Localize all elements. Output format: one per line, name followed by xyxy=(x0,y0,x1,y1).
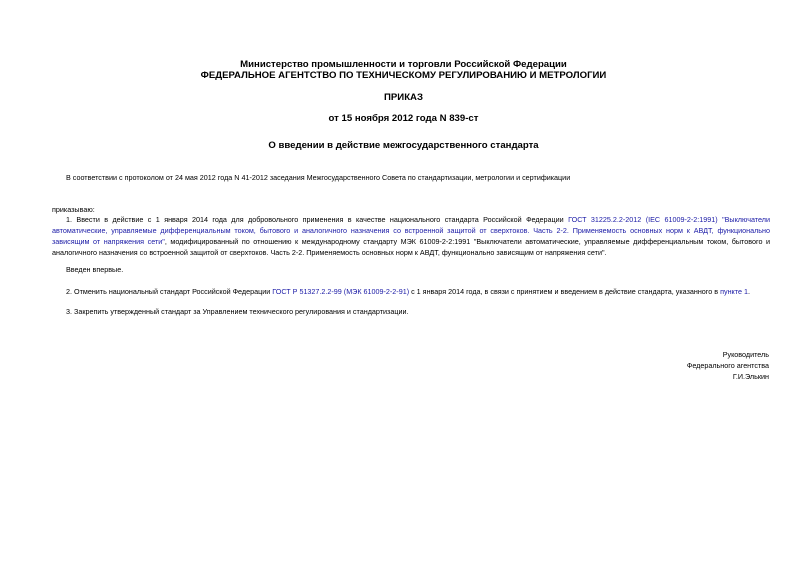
item-1-reference-link[interactable]: пункте 1 xyxy=(720,287,748,296)
basis-paragraph: В соответствии с протоколом от 24 мая 2012 года N 41-2012 заседания Межгосударственного Совета по стандартизации, метрологии и сертификации xyxy=(66,173,571,182)
item-2-prefix: 2. Отменить национальный стандарт Российской Федерации xyxy=(66,287,273,296)
item-1-paragraph xyxy=(52,214,770,258)
ministry-heading: Министерство промышленности и торговли Российской Федерации xyxy=(240,59,567,70)
item-2-paragraph xyxy=(52,286,770,297)
order-word: приказываю: xyxy=(52,205,95,214)
signature-position: Руководитель xyxy=(722,350,769,359)
signature-organization: Федерального агентства xyxy=(686,361,769,370)
order-subject: О введении в действие межгосударственного стандарта xyxy=(268,140,539,151)
order-date: от 15 ноября 2012 года N 839-ст xyxy=(328,113,479,124)
gost-31225-link[interactable]: ГОСТ 31225.2.2-2012 (IEC 61009-2-2:1991) xyxy=(568,215,718,224)
gost-r-51327-link[interactable]: ГОСТ Р 51327.2.2-99 (МЭК 61009-2-2-91) xyxy=(272,287,410,296)
standard-title-link[interactable]: "Выключатели автоматические, управляемые дифференциальным током, бытового и аналогичного назначения со встроенной защитой от сверхтоков. Часть 2-2. Применяемость основных норм к АВДТ, функционально зависящим от напряжения сети" xyxy=(52,215,770,246)
item-2-suffix: . xyxy=(747,287,750,296)
intro-note: Введен впервые. xyxy=(66,265,124,274)
order-title: ПРИКАЗ xyxy=(384,92,423,103)
item-3-paragraph: 3. Закрепить утвержденный стандарт за Управлением технического регулирования и стандартизации. xyxy=(66,307,409,316)
item-2-middle: с 1 января 2014 года, в связи с принятием и введением в действие стандарта, указанного в xyxy=(409,287,721,296)
agency-heading: ФЕДЕРАЛЬНОЕ АГЕНТСТВО ПО ТЕХНИЧЕСКОМУ РЕГУЛИРОВАНИЮ И МЕТРОЛОГИИ xyxy=(200,70,607,81)
item-1-suffix: , модифицированный по отношению к международному стандарту МЭК 61009-2-2:1991 "Выключатели автоматические, управляемые дифференциальным током, бытового и аналогичного назначения со встроенной защитой от сверхтоков. Часть 2-2. Применяемость основных норм к АВДТ, функционально зависящим от напряжения сети". xyxy=(52,237,771,257)
item-1-prefix: 1. Ввести в действие с 1 января 2014 года для добровольного применения в качестве национального стандарта Российской Федерации xyxy=(66,215,569,224)
signature-name: Г.И.Элькин xyxy=(732,372,769,381)
